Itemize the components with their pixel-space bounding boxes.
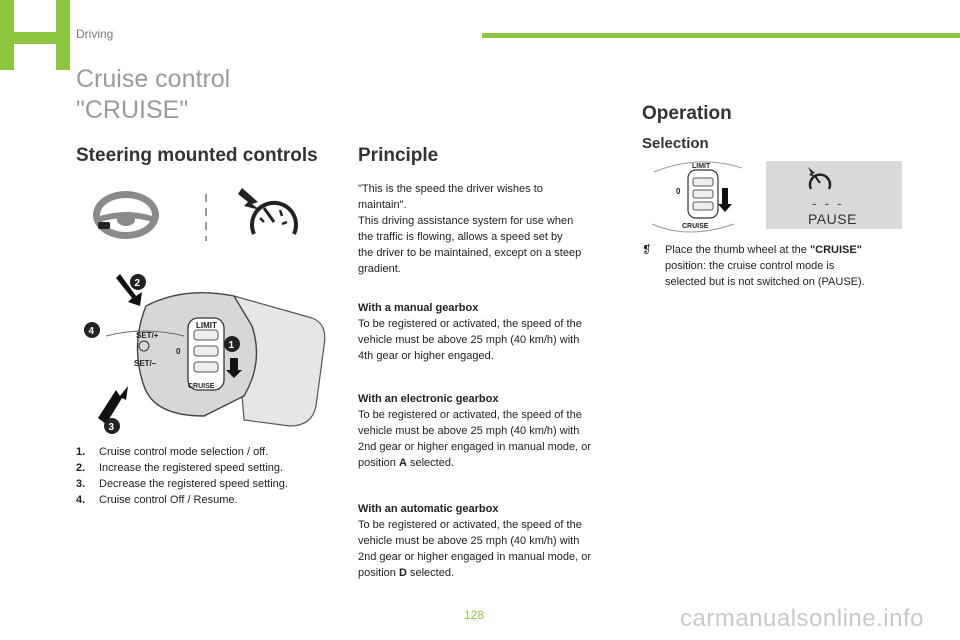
selection-label-zero: 0 [676, 187, 681, 196]
corner-bracket-right [56, 0, 70, 70]
page-title-line-2: "CRUISE" [76, 96, 189, 124]
manual-gearbox-text: To be registered or activated, the speed of the vehicle must be above 25 mph (40 km/h) with 4th gear or higher engaged. [358, 318, 582, 362]
electronic-gearbox-heading: With an electronic gearbox [358, 393, 499, 405]
watermark: carmanualsonline.info [680, 605, 924, 632]
selection-label-limit: LIMIT [692, 163, 711, 170]
svg-text:2: 2 [134, 278, 141, 289]
page-number: 128 [464, 608, 485, 622]
manual-gearbox-heading: With a manual gearbox [358, 302, 479, 314]
page-title [76, 64, 230, 126]
steering-wheel-icon [93, 191, 159, 239]
label-set-plus: SET/+ [136, 331, 159, 340]
svg-text:4: 4 [88, 326, 95, 337]
speedometer-arrow-icon [238, 188, 296, 234]
cruise-speedometer-icon [806, 167, 834, 193]
controls-legend [76, 444, 288, 508]
steering-heading: Steering mounted controls [76, 145, 318, 166]
label-cruise: CRUISE [188, 383, 215, 390]
legend-item: 3. Decrease the registered speed setting. [76, 478, 288, 490]
automatic-gearbox-text: To be registered or activated, the speed of the vehicle must be above 25 mph (40 km/h) with 2nd gear or higher engaged in manual mode, or position D selected. [358, 519, 591, 579]
cruise-stalk-illustration [84, 266, 328, 438]
page-title-line-1: Cruise control [76, 65, 231, 93]
section-label: Driving [76, 27, 114, 41]
selection-stalk-illustration [648, 158, 748, 234]
operation-heading: Operation [642, 103, 732, 124]
legend-item: 2. Increase the registered speed setting. [76, 462, 284, 474]
instrument-display [766, 161, 902, 229]
header-rule [482, 33, 960, 38]
display-dashes: - - - [812, 195, 844, 211]
steering-icons [90, 188, 300, 246]
svg-text:3: 3 [108, 422, 115, 433]
label-zero: 0 [176, 347, 181, 356]
label-set-minus: SET/– [134, 359, 157, 368]
principle-heading: Principle [358, 145, 439, 166]
bullet-icon: ❡ [642, 244, 652, 256]
selection-step: ❡ Place the thumb wheel at the "CRUISE" position: the cruise control mode is selected but is not switched on (PAUSE). [642, 244, 865, 288]
automatic-gearbox-heading: With an automatic gearbox [358, 503, 499, 515]
selection-heading: Selection [642, 135, 709, 152]
legend-item: 1. Cruise control mode selection / off. [76, 446, 269, 458]
electronic-gearbox-text: To be registered or activated, the speed of the vehicle must be above 25 mph (40 km/h) with 2nd gear or higher engaged in manual mode, or position A selected. [358, 409, 591, 469]
display-pause: PAUSE [808, 211, 857, 227]
legend-item: 4. Cruise control Off / Resume. [76, 494, 238, 506]
selection-label-cruise: CRUISE [682, 223, 709, 230]
principle-intro: "This is the speed the driver wishes to maintain". This driving assistance system for use when the traffic is flowing, allows a speed set by the driver to be maintained, except on a steep gradient. [358, 183, 582, 275]
selection-arrow-icon [718, 188, 732, 212]
svg-text:1: 1 [228, 340, 235, 351]
label-limit: LIMIT [196, 321, 217, 330]
